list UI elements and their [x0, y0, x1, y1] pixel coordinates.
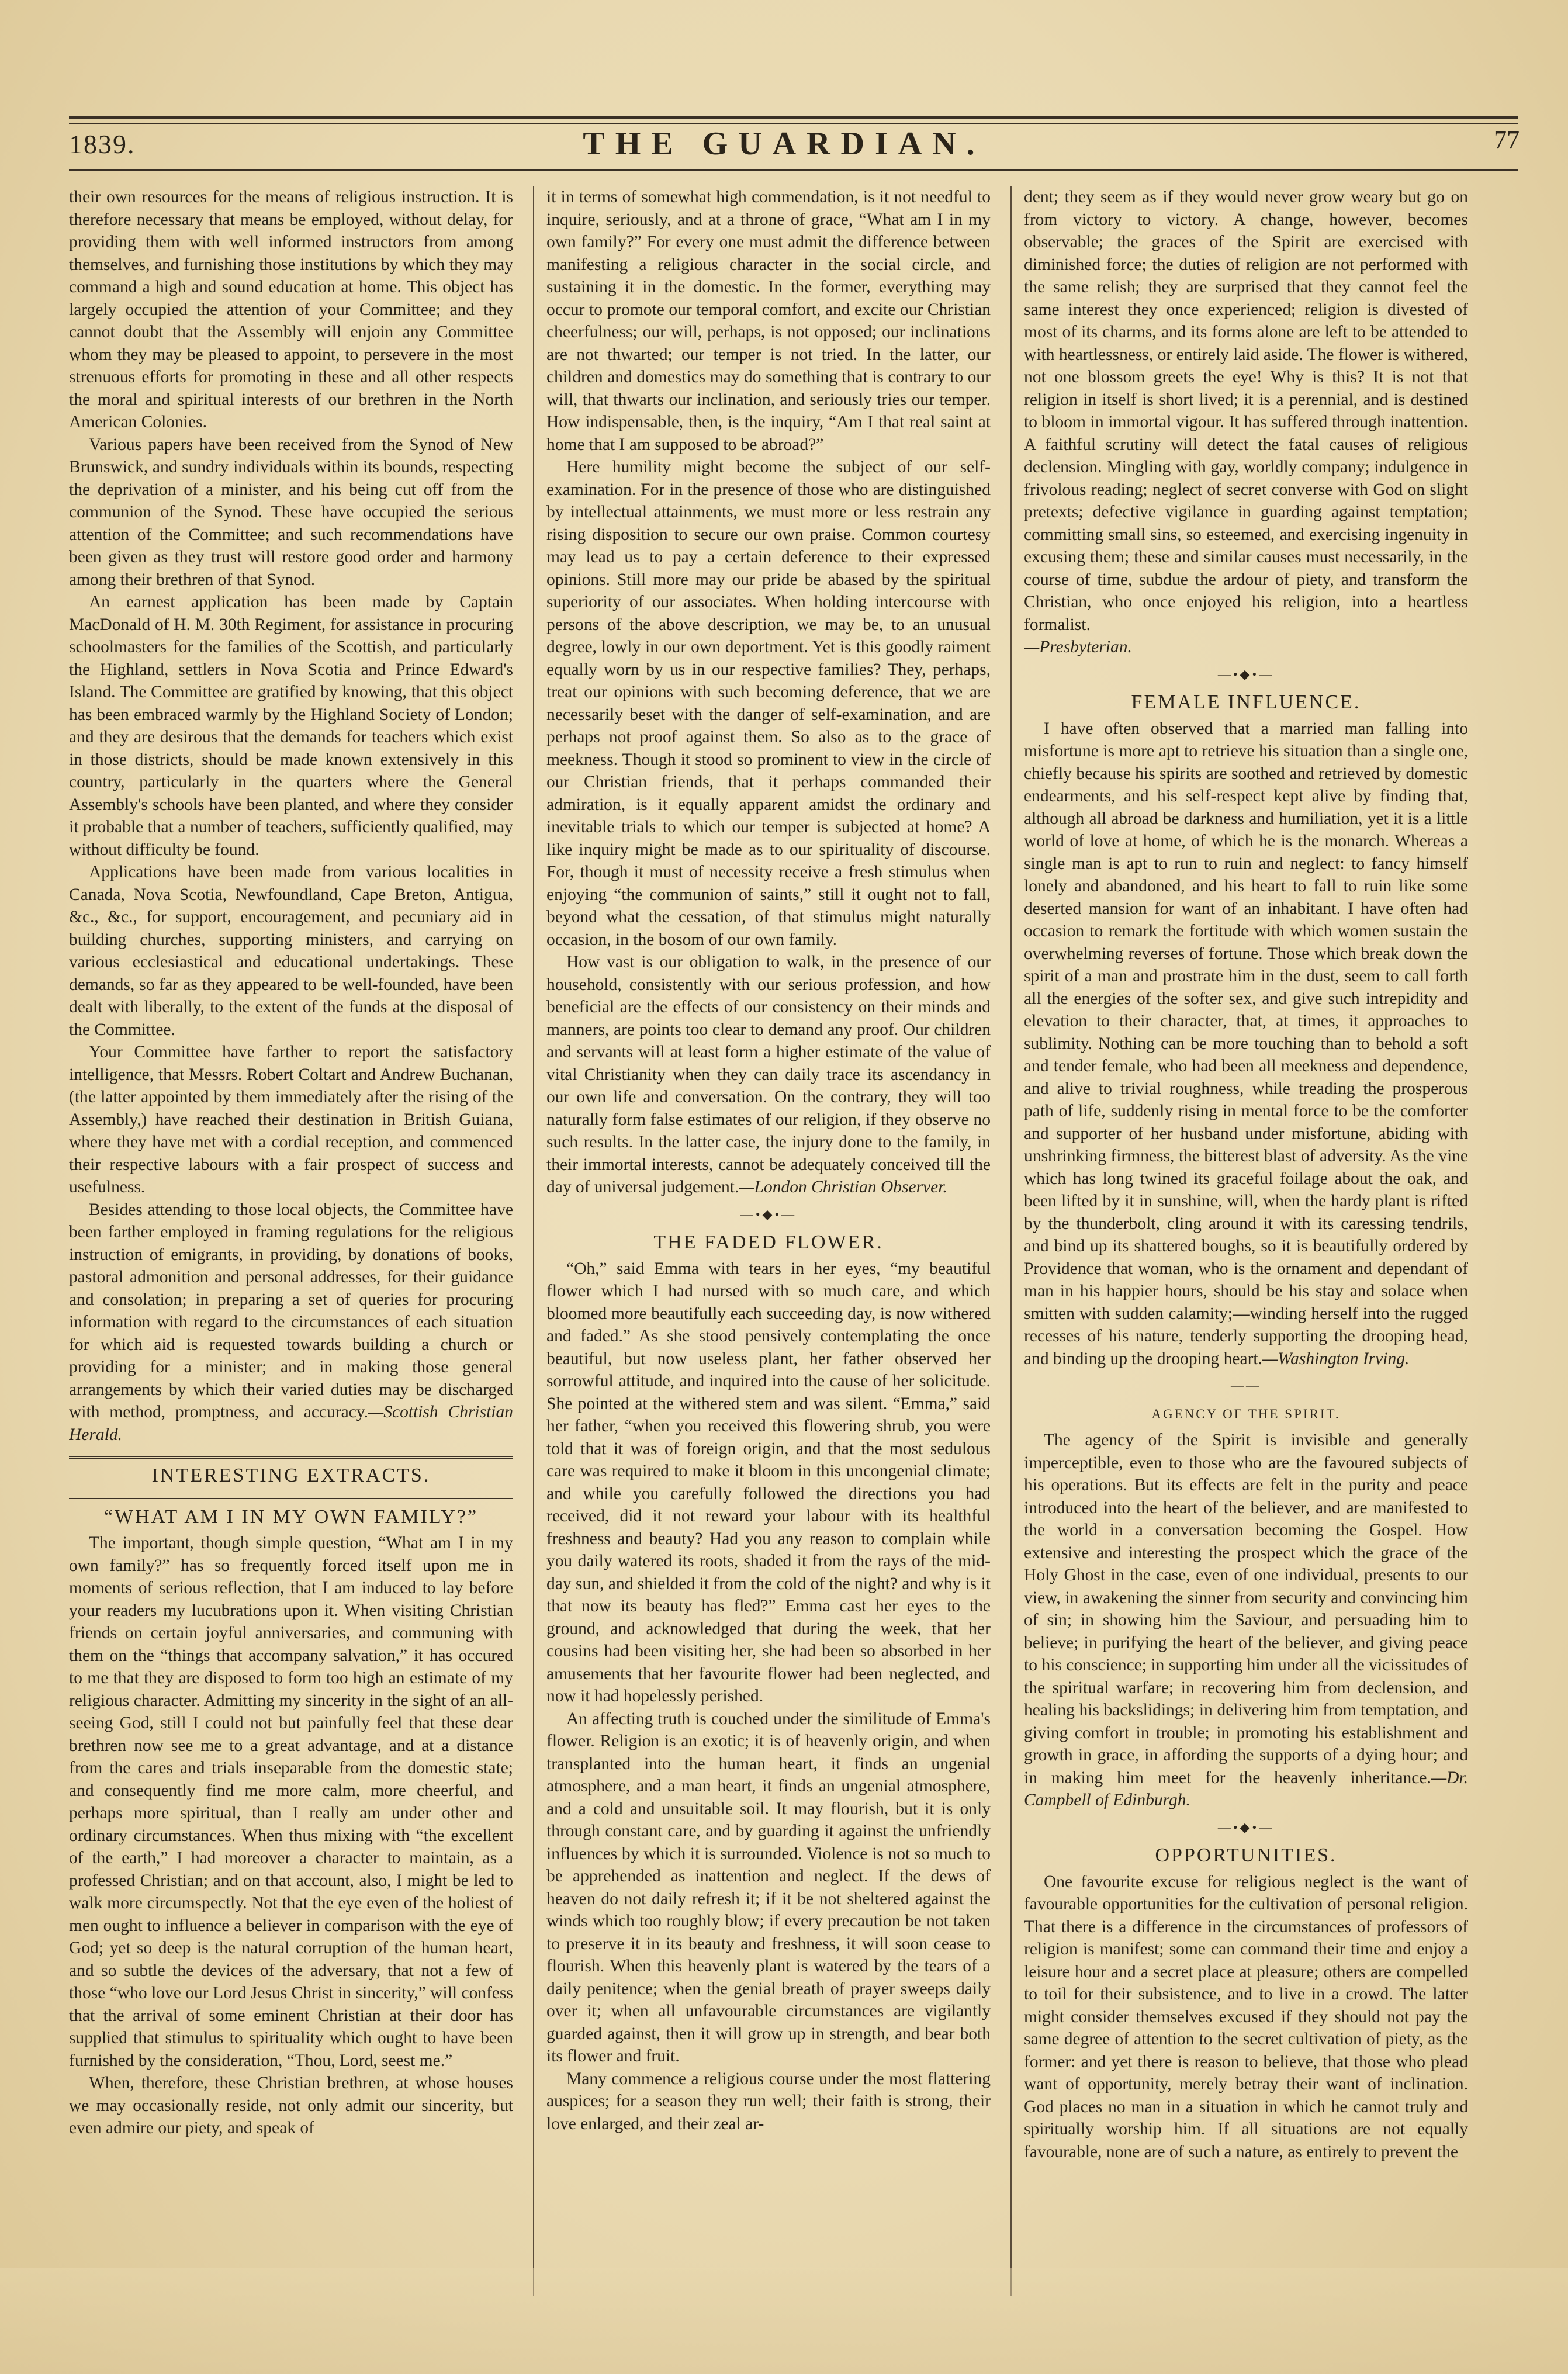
section-rule [69, 1456, 513, 1459]
paragraph [1024, 186, 1468, 659]
column-3 [1024, 186, 1468, 2302]
paragraph-text: I have often observed that a married man falling into misfortune is more apt to retrieve his situation than a single one, chiefly because his spirits are soothed and retrieved by domestic endearments, and his self-respect kept alive by finding that, although all abroad be darkness and humiliation, yet it is a little world of love at home, of which he is the monarch. Whereas a single man is apt to run to ruin and neglect: to fancy himself lonely and abandoned, and his heart to fall to ruin like some deserted mansion for want of an inhabitant. I have often had occasion to remark the fortitude with which women sustain the overwhelming reverses of fortune. Those which break down the spirit of a man and prostrate him in the dust, seem to call forth all the energies of the softer sex, and give such intrepidity and elevation to their character, that, at times, it approaches to sublimity. Nothing can be more touching than to behold a soft and tender female, who had been all meekness and dependence, and alive to trivial roughness, while treading the prosperous path of life, suddenly rising in mental force to be the comforter and supporter of her husband under misfortune, abiding with unshrinking firmness, the bitterest blast of adversity. As the vine which has long twined its graceful foilage about the oak, and been lifted by it in sunshine, will, when the hardy plant is rifted by the thunderbolt, cling around it with its caressing tendrils, and bind up its shattered boughs, so it is beautifully ordered by Providence that woman, who is the ornament and dependant of man in his happier hours, should be his stay and solace when smitten with sudden calamity;—winding herself into the rugged recesses of his nature, tenderly supporting the drooping head, and binding up the drooping heart. [1024, 719, 1468, 1368]
article-title: AGENCY OF THE SPIRIT. [1151, 1406, 1341, 1421]
article-title: “WHAT AM I IN MY OWN FAMILY?” [103, 1506, 479, 1528]
article-title: OPPORTUNITIES. [1155, 1844, 1337, 1866]
paragraph [1024, 1429, 1468, 1812]
header-bottom-rule [69, 169, 1518, 171]
section-rule [69, 1498, 513, 1500]
paragraph: Many commence a religious course under the most flattering auspices; for a season they run well; their faith is strong, their love enlarged, and their zeal ar- [546, 2069, 991, 2133]
source-attribution: —Presbyterian. [1024, 638, 1132, 656]
paragraph: Various papers have been received from the Synod of New Brunswick, and sundry individuals within its bounds, respecting the deprivation of a minister, and his being cut off from the communion of the Synod. These have occupied the serious attention of the Committee; and such recommendations have been given as they trust will restore good order and harmony among their brethren of that Synod. [69, 435, 513, 589]
paragraph: One favourite excuse for religious neglect is the want of favourable opportunities for the cultivation of personal religion. That there is a difference in the circumstances of professors of religion is manifest; some can command their time and enjoy a leisure hour and a secret place at pleasure; others are compelled to toil for their subsistence, and to live in a crowd. The latter might consider themselves excused if they should not pay the same degree of attention to the secret cultivation of piety, as the former: and yet there is reason to believe, that those who plead want of opportunity, merely betray their want of inclination. God places no man in a situation in which he cannot truly and spiritually worship him. If all situations are not equally favourable, none are of such a nature, as entirely to prevent the [1024, 1872, 1468, 2161]
paragraph: An earnest application has been made by Captain MacDonald of H. M. 30th Regiment, for assistance in procuring schoolmasters for the families of the Scottish, and particularly the Highland, settlers in Nova Scotia and Prince Edward's Island. The Committee are gratified by knowing, that this object has been embraced warmly by the Highland Society of London; and they are desirous that the demands for teachers which exist in those districts, should be made known extensively in this country, particularly in the quarters where the General Assembly's schools have been planted, and where they consider it probable that a number of teachers, sufficiently qualified, may without difficulty be found. [69, 593, 513, 859]
header-rule-thin [69, 123, 1518, 124]
paragraph: An affecting truth is couched under the similitude of Emma's flower. Religion is an exotic; it is of heavenly origin, and when transplanted into the human heart, it finds an ungenial atmosphere, and a man heart, it finds an ungenial atmosphere, and a cold and unsuitable soil. It may flourish, but it is only through constant care, and by guarding it against the unfriendly influences by which it is surrounded. Violence is not so much to be apprehended as inattention and neglect. If the dews of heaven do not daily refresh it; if it be not sheltered against the winds which too roughly blow; if every precaution be not taken to preserve it in its beauty and freshness, it will soon cease to flourish. When this heavenly plant is watered by the tears of a daily penitence; when the genial breath of prayer sweeps daily over it; when all unfavourable circumstances are vigilantly guarded against, then it will grow up in strength, and bear both its flower and fruit. [546, 1709, 991, 2065]
article-title: FEMALE INFLUENCE. [1131, 691, 1361, 713]
column-1 [69, 186, 513, 2302]
paragraph: The important, though simple question, “What am I in my own family?” has so frequently forced itself upon me in moments of serious reflection, that I am induced to lay before your readers my lucubrations upon it. When visiting Christian friends on certain joyful anniversaries, and communing with them on the “things that accompany salvation,” it has occured to me that they are disposed to form too high an estimate of my religious character. Admitting my sincerity in the sight of an all-seeing God, still I could not but painfully feel that these dear brethren now see me to a great advantage, and at a distance from the cares and trials inseparable from the domestic state; and consequently find me more calm, more cheerful, and perhaps more spiritual, than I really am under other and ordinary circumstances. When thus mixing with “the excellent of the earth,” I had moreover a character to maintain, as a professed Christian; and on that account, also, I might be led to walk more circumspectly. Not that the eye even of the holiest of men ought to influence a believer in comparison with the eye of God; yet so deep is the natural corruption of the human heart, and so subtle the devices of the adversary, that not a few of those “who love our Lord Jesus Christ in sincerity,” will confess that the arrival of some eminent Christian at their door has supplied that stimulus to spirituality which ought to have been furnished by the consideration, “Thou, Lord, seest me.” [69, 1534, 513, 2070]
ornament-divider: —•◆•— [1217, 666, 1275, 681]
source-attribution: —Washington Irving. [1262, 1349, 1410, 1368]
source-attribution: —Scottish Christian Herald. [69, 1403, 513, 1444]
paragraph-text: dent; they seem as if they would never grow weary but go on from victory to victory. A change, however, becomes observable; the graces of the Spirit are exercised with diminished force; the duties of religion are not performed with the same relish; they are surprised that they cannot feel the same interest they once experienced; religion is divested of most of its charms, and its forms alone are left to be attended to with heartlessness, or entirely laid aside. The flower is withered, not one blossom greets the eye! Why is this? It is not that religion in itself is short lived; it is a perennial, and is destined to bloom in immortal vigour. It has suffered through inattention. A faithful scrutiny will detect the fatal causes of religious declension. Mingling with gay, worldly company; indulgence in frivolous reading; neglect of secret converse with God on slight pretexts; defective vigilance in guarding against temptation; committing small sins, so esteemed, and exercising ingenuity in excusing them; these and similar causes must necessarily, in the course of time, subdue the ardour of piety, and transform the Christian, who once enjoyed his religion, into a heartless formalist. [1024, 188, 1468, 634]
paragraph-text: The agency of the Spirit is invisible and generally imperceptible, even to those who are the favoured subjects of his operations. But its effects are felt in the purity and peace introduced into the heart of the believer, and are manifested to the world in a conversation becoming the Gospel. How extensive and interesting the prospect which the grace of the Holy Ghost in the case, even of one individual, presents to our view, in awakening the sinner from security and convincing him of sin; in showing him the Saviour, and persuading him to believe; in purifying the heart of the believer, and giving peace to his conscience; in supporting him under all the vicissitudes of the spiritual warfare; in recovering him from declension, and healing his backslidings; in delivering him from temptation, and giving comfort in trouble; in promoting his establishment and growth in grace, in affording the supports of a dying hour; and in making him meet for the heavenly inheritance. [1024, 1431, 1468, 1787]
source-attribution: —Dr. Campbell of Edinburgh. [1024, 1768, 1468, 1809]
header-rule-thick [69, 116, 1518, 119]
page-bottom-margin [0, 2268, 1568, 2374]
paragraph: Applications have been made from various localities in Canada, Nova Scotia, Newfoundland, Cape Breton, Antigua, &c., &c., for support, encouragement, and pecuniary aid in building churches, supporting ministers, and carrying on various ecclesiastical and educational undertakings. These demands, so far as they appeared to be well-founded, have been dealt with liberally, to the extent of the funds at the disposal of the Committee. [69, 863, 513, 1039]
paragraph: “Oh,” said Emma with tears in her eyes, “my beautiful flower which I had nursed with so much care, and which bloomed more beautifully each succeeding day, is now withered and faded.” As she stood pensively contemplating the once beautiful, but now useless plant, her father observed her sorrowful attitude, and inquired into the cause of her solicitude. She pointed at the withered stem and was silent. “Emma,” said her father, “when you received this flowering shrub, you were told that it was of foreign origin, and that the most sedulous care was required to make it bloom in this uncongenial climate; and while you carefully followed the directions you had received, did it not reward your labour with its healthful freshness and beauty? Had you any reason to complain while you daily watered its roots, shaded it from the rays of the mid-day sun, and shielded it from the cold of the night? and why is it that now its beauty has fled?” Emma cast her eyes to the ground, and acknowledged that during the week, that her cousins had been visiting her, she had been so absorbed in her amusements that her favourite flower had been neglected, and now it had hopelessly perished. [546, 1259, 991, 1705]
paragraph-text: Besides attending to those local objects, the Committee have been farther employed in framing regulations for the religious instruction of emigrants, in providing, by donations of books, pastoral admonition and personal addresses, for their guidance and consolation; in preparing a set of queries for procuring information with regard to the circumstances of each situation for which aid is requested towards building a church or providing for a minister; and in making those general arrangements by which their varied duties may be discharged with method, promptness, and accuracy. [69, 1200, 513, 1421]
column-divider [1010, 186, 1012, 2296]
paragraph [1024, 718, 1468, 1371]
header-year: 1839. [69, 129, 136, 159]
paragraph [546, 951, 991, 1199]
paragraph: When, therefore, these Christian brethren, at whose houses we may occasionally reside, not only admit our sincerity, but even admire our piety, and speak of [69, 2074, 513, 2137]
paragraph: their own resources for the means of religious instruction. It is therefore necessary that means be employed, without delay, for providing them with well informed instructors from among themselves, and furnishing those institutions by which they may command a high and sound education at home. This object has largely occupied the attention of your Committee; and they cannot doubt that the Assembly will enjoin any Committee whom they may be pleased to appoint, to persevere in the most strenuous efforts for promoting in these and all other respects the moral and spiritual interests of our brethren in the North American Colonies. [69, 188, 513, 431]
ornament-divider: —•◆•— [740, 1206, 797, 1221]
paragraph: it in terms of somewhat high commendation, is it not needful to inquire, seriously, and at a throne of grace, “What am I in my own family?” For every one must admit the difference between manifesting a religious character in the social circle, and sustaining it in the domestic. In the former, everything may occur to promote our temporal comfort, and excite our Christian cheerfulness; our will, perhaps, is not opposed; our inclinations are not thwarted; our temper is not tried. In the latter, our children and domestics may do something that is contrary to our will, that thwarts our inclination, and seriously tries our temper. How indispensable, then, is the inquiry, “Am I that real saint at home that I am supposed to be abroad?” [546, 188, 991, 454]
ornament-divider: —— [1231, 1378, 1261, 1393]
masthead-title: THE GUARDIAN. [583, 126, 985, 162]
page-number: 77 [1494, 126, 1519, 154]
article-title: THE FADED FLOWER. [653, 1231, 884, 1253]
column-divider [533, 186, 534, 2296]
section-title: INTERESTING EXTRACTS. [151, 1465, 431, 1486]
paragraph: Here humility might become the subject of our self-examination. For in the presence of those who are distinguished by intellectual attainments, we must more or less restrain any rising disposition to secure our own praise. Common courtesy may lead us to pay a certain deference to their expressed opinions. Still more may our pride be abased by the spiritual superiority of our associates. When holding intercourse with persons of the above description, we may be, to an unusual degree, lowly in our own deportment. Yet is this goodly raiment equally worn by us in our respective families? They, perhaps, treat our opinions with such becoming deference, that we are necessarily beset with the danger of self-examination, and are perhaps not proof against them. So also as to the grace of meekness. Though it stood so prominent to view in the circle of our Christian friends, that it perhaps commanded their admiration, is it equally apparent amidst the ordinary and inevitable trials to which our temper is subjected at home? A like inquiry might be made as to our spirituality of discourse. For, though it must of necessity receive a fresh stimulus when enjoying “the communion of saints,” still it ought not to fall, beyond what the cessation, of that stimulus might naturally occasion, in the bosom of our own family. [546, 458, 991, 949]
ornament-divider: —•◆•— [1217, 1819, 1275, 1835]
source-attribution: —London Christian Observer. [739, 1178, 947, 1196]
paragraph: Your Committee have farther to report the satisfactory intelligence, that Messrs. Robert Coltart and Andrew Buchanan, (the latter appointed by them immediately after the rising of the Assembly,) have reached their destination in British Guiana, where they have met with a cordial reception, and commenced their respective labours with a fair prospect of success and usefulness. [69, 1043, 513, 1196]
column-2 [546, 186, 991, 2302]
paragraph-text: How vast is our obligation to walk, in the presence of our household, consistently with our serious profession, and how beneficial are the effects of our consistency on their minds and manners, are points too clear to demand any proof. Our children and servants will at least form a higher estimate of the value of vital Christianity when they can daily trace its ascendancy in our own life and conversation. On the contrary, they will too naturally form false estimates of our religion, if they observe no such results. In the latter case, the injury done to the family, in their immortal interests, cannot be adequately conceived till the day of universal judgement. [546, 953, 991, 1196]
paragraph [69, 1199, 513, 1446]
